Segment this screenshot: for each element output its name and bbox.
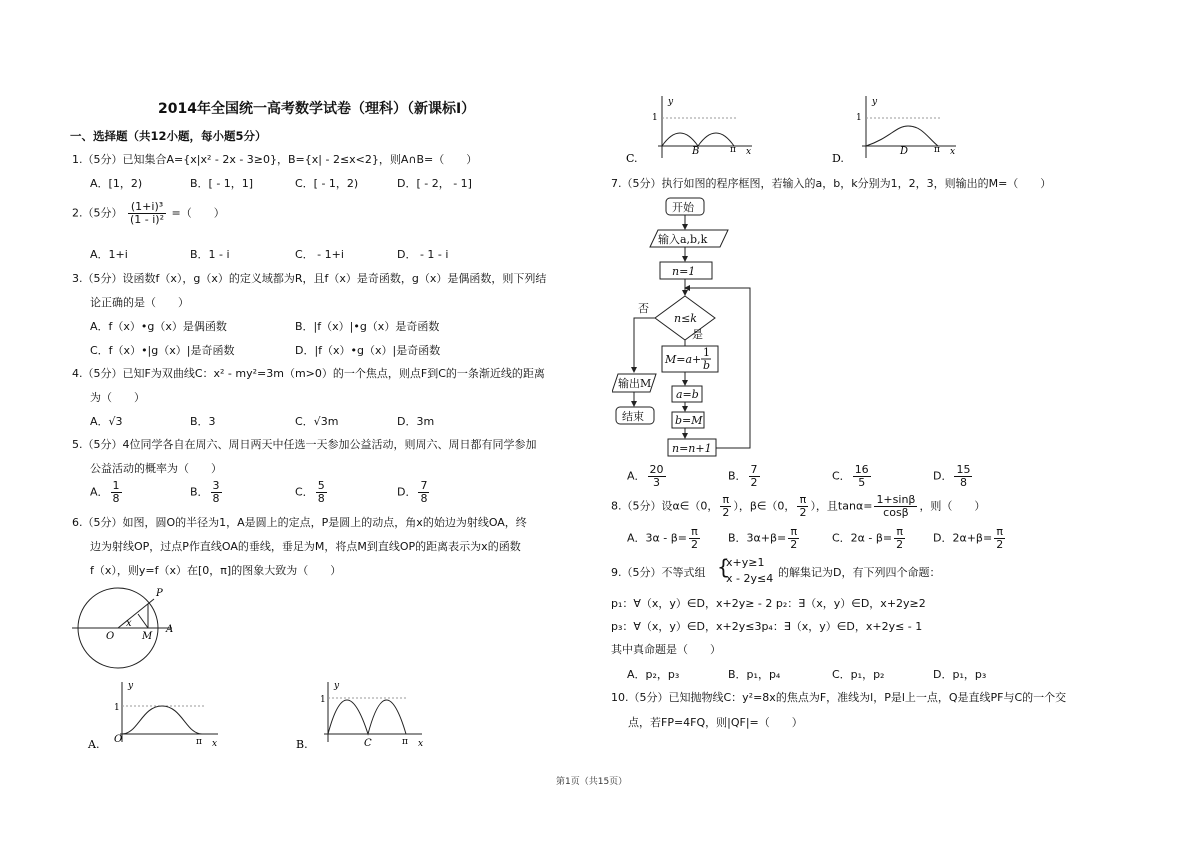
q9-option-b: B．p₁，p₄ — [728, 668, 781, 681]
graph-a-x-label: x — [212, 739, 218, 749]
flow-assign-m-num: 1 — [703, 346, 710, 359]
q8-option-d — [933, 526, 1007, 551]
q5-a-num: 1 — [112, 479, 120, 492]
section-heading: 一、选择题（共12小题，每小题5分） — [70, 129, 267, 143]
q5-a-den: 8 — [112, 492, 120, 505]
graph-a-label: A. — [88, 738, 100, 750]
q4-option-c: C．√3m — [295, 415, 339, 428]
q8-a-pi: π — [689, 526, 700, 539]
q8-option-b — [728, 526, 801, 551]
q8-part-4: ，则（ ） — [919, 499, 986, 513]
page-title: 2014年全国统一高考数学试卷（理科）（新课标Ⅰ） — [158, 101, 476, 117]
question-8 — [611, 494, 985, 519]
q7-d-den: 8 — [959, 476, 967, 489]
graph-c-mark-label: B — [692, 146, 700, 157]
q7-c-label: C． — [832, 469, 851, 483]
q8-b-text: B．3α+β= — [728, 531, 787, 545]
q9-true-question: 其中真命题是（ ） — [611, 643, 721, 656]
graph-a-origin-label: O — [114, 734, 123, 745]
q1-option-b: B．[ - 1，1] — [190, 177, 254, 190]
q3-option-a: A．f（x）•g（x）是偶函数 — [90, 320, 227, 333]
graph-b-tick-1: 1 — [320, 695, 326, 705]
label-a: A — [166, 624, 174, 635]
q8-pi-1: π — [720, 494, 731, 507]
q2-option-c: C． - 1+i — [295, 248, 344, 261]
q7-c-num: 16 — [854, 463, 869, 476]
flow-input-text: 输入a,b,k — [658, 233, 708, 246]
graph-c-x-label: x — [746, 147, 752, 157]
flow-end-text: 结束 — [622, 410, 644, 423]
q5-d-den: 8 — [420, 492, 428, 505]
q2-denominator: (1 - i)² — [130, 213, 165, 226]
q7-b-label: B． — [728, 469, 747, 483]
graph-d-tick-1: 1 — [856, 113, 862, 123]
flow-start-text: 开始 — [672, 201, 694, 214]
graph-b-x-label: x — [418, 739, 424, 749]
q5-c-label: C． — [295, 485, 314, 499]
question-5-line-1: 5.（5分）4位同学各自在周六、周日两天中任选一天参加公益活动，则周六、周日都有同学参加 — [72, 438, 537, 451]
q9-brace-icon: { — [717, 555, 730, 579]
q7-option-c — [832, 464, 873, 489]
q2-option-a: A．1+i — [90, 248, 128, 261]
label-p: P — [156, 588, 163, 599]
q1-option-a: A．[1，2) — [90, 177, 143, 190]
graph-a-tick-1: 1 — [114, 703, 120, 713]
label-m: M — [142, 631, 153, 642]
question-6-line-2: 边为射线OP，过点P作直线OA的垂线，垂足为M，将点M到直线OP的距离表示为x的函数 — [90, 540, 521, 553]
graph-b-y-label: y — [334, 681, 340, 691]
page-footer: 第1页（共15页） — [556, 777, 628, 787]
q8-a-two: 2 — [690, 538, 698, 551]
q9-propositions-1-2: p₁：∀（x，y）∈D，x+2y≥ - 2 p₂：∃（x，y）∈D，x+2y≥2 — [611, 597, 926, 610]
q9-suffix: 的解集记为D，有下列四个命题： — [778, 566, 941, 579]
q5-d-label: D． — [397, 485, 417, 499]
q8-part-1: 8.（5分）设α∈（0， — [611, 499, 719, 513]
op-ray — [118, 599, 154, 628]
q5-option-c — [295, 480, 329, 505]
q8-c-two: 2 — [896, 538, 904, 551]
q9-prefix: 9.（5分）不等式组 — [611, 566, 706, 579]
question-1: 1.（5分）已知集合A={x|x² - 2x - 3≥0}，B={x| - 2≤x<2}，则A∩B=（ ） — [72, 153, 478, 166]
flow-no-arrow — [634, 318, 655, 372]
q9-propositions-3-4: p₃：∀（x，y）∈D，x+2y≤3p₄：∃（x，y）∈D，x+2y≤ - 1 — [611, 620, 923, 633]
q5-c-num: 5 — [317, 479, 325, 492]
q4-option-d: D．3m — [397, 415, 435, 428]
q8-part-2: ），β∈（0， — [733, 499, 796, 513]
q8-tan-num: 1+sinβ — [876, 493, 916, 506]
q7-d-label: D． — [933, 469, 953, 483]
graph-c-tick-1: 1 — [652, 113, 658, 123]
q7-flowchart — [612, 192, 762, 464]
q2-fraction — [128, 201, 166, 226]
flow-assign-m-prefix: M=a+ — [665, 353, 702, 366]
flow-init-text: n=1 — [672, 265, 696, 278]
q9-system-1: x+y≥1 — [726, 556, 765, 569]
flow-no-label: 否 — [638, 302, 649, 315]
q7-option-b — [728, 464, 762, 489]
q8-part-3: ），且tanα= — [810, 499, 873, 513]
q8-tan-den: cosβ — [883, 506, 909, 519]
graph-c-y-label: y — [668, 97, 674, 107]
flow-decision-text: n≤k — [674, 312, 697, 325]
q8-two-2: 2 — [799, 506, 807, 519]
q3-option-d: D．|f（x）•g（x）|是奇函数 — [295, 344, 441, 357]
q6-graph-d — [830, 94, 990, 166]
q5-d-num: 7 — [420, 479, 428, 492]
flow-output-text: 输出M — [618, 377, 652, 390]
q8-b-two: 2 — [790, 538, 798, 551]
q8-a-text: A．3α - β= — [627, 531, 687, 545]
q8-d-pi: π — [994, 526, 1005, 539]
q7-option-a — [627, 464, 668, 489]
question-6-line-1: 6.（5分）如图，圆O的半径为1，A是圆上的定点，P是圆上的动点，角x的始边为射线OA，终 — [72, 516, 527, 529]
graph-b-label: B. — [296, 738, 308, 750]
q6-circle-figure — [70, 586, 180, 670]
q7-c-den: 5 — [858, 476, 866, 489]
q7-b-num: 7 — [750, 463, 758, 476]
q8-two-1: 2 — [722, 506, 730, 519]
question-3-line-1: 3.（5分）设函数f（x），g（x）的定义域都为R，且f（x）是奇函数，g（x）是偶函数，则下列结 — [72, 272, 547, 285]
graph-a-y-label: y — [128, 681, 134, 691]
q9-option-a: A．p₂，p₃ — [627, 668, 680, 681]
q8-option-c — [832, 526, 907, 551]
q8-pi-2: π — [797, 494, 808, 507]
q7-a-num: 20 — [649, 463, 664, 476]
q7-d-num: 15 — [956, 463, 971, 476]
q3-option-c: C．f（x）•|g（x）|是奇函数 — [90, 344, 235, 357]
q9-system-2: x - 2y≤4 — [726, 572, 774, 585]
q8-d-two: 2 — [996, 538, 1004, 551]
flow-assign-b-text: b=M — [675, 414, 703, 427]
graph-d-mark-label: D — [900, 146, 909, 157]
question-2 — [72, 201, 225, 226]
q5-b-num: 3 — [212, 479, 220, 492]
q5-option-a — [90, 480, 124, 505]
graph-d-tick-pi: π — [934, 145, 940, 155]
q5-c-den: 8 — [317, 492, 325, 505]
q4-option-a: A．√3 — [90, 415, 123, 428]
question-7: 7.（5分）执行如图的程序框图，若输入的a，b，k分别为1，2，3，则输出的M=（ ） — [611, 177, 1052, 190]
q8-c-text: C．2α - β= — [832, 531, 893, 545]
graph-b-mark-label: C — [364, 738, 372, 749]
graph-c-curve — [662, 133, 734, 146]
question-10-line-2: 点，若FP=4FQ，则|QF|=（ ） — [628, 716, 803, 729]
graph-d-x-label: x — [950, 147, 956, 157]
q5-option-b — [190, 480, 224, 505]
question-6-line-3: f（x），则y=f（x）在[0，π]的图象大致为（ ） — [90, 564, 342, 577]
question-3-line-2: 论正确的是（ ） — [90, 296, 189, 309]
graph-a-curve — [122, 706, 202, 734]
q9-option-c: C．p₁，p₂ — [832, 668, 885, 681]
graph-b-tick-pi: π — [402, 737, 408, 747]
q1-option-d: D．[ - 2， - 1] — [397, 177, 472, 190]
graph-d-y-label: y — [872, 97, 878, 107]
q2-option-b: B．1 - i — [190, 248, 230, 261]
q9-option-d: D．p₁，p₃ — [933, 668, 987, 681]
question-4-line-2: 为（ ） — [90, 391, 145, 404]
q8-option-a — [627, 526, 702, 551]
q2-numerator: (1+i)³ — [128, 201, 166, 214]
graph-c-label: C. — [626, 152, 638, 165]
q5-b-den: 8 — [212, 492, 220, 505]
q6-graph-a — [86, 676, 236, 750]
q3-option-b: B．|f（x）|•g（x）是奇函数 — [295, 320, 440, 333]
graph-d-label: D. — [832, 152, 844, 165]
graph-b-curve — [328, 700, 406, 734]
flow-assign-m-den: b — [703, 359, 711, 372]
q7-a-label: A． — [627, 469, 646, 483]
q8-d-text: D．2α+β= — [933, 531, 993, 545]
question-4-line-1: 4.（5分）已知F为双曲线C：x² - my²=3m（m>0）的一个焦点，则点F到C的一条渐近线的距离 — [72, 367, 545, 380]
q2-suffix: =（ ） — [171, 206, 225, 220]
label-o: O — [106, 631, 115, 642]
q5-b-label: B． — [190, 485, 209, 499]
graph-d-curve — [866, 126, 938, 146]
q2-option-d: D． - 1 - i — [397, 248, 449, 261]
q8-b-pi: π — [788, 526, 799, 539]
q4-option-b: B．3 — [190, 415, 216, 428]
q5-a-label: A． — [90, 485, 109, 499]
m-to-op-distance — [138, 614, 148, 628]
q6-graph-b — [294, 676, 444, 750]
graph-c-tick-pi: π — [730, 145, 736, 155]
question-5-line-2: 公益活动的概率为（ ） — [90, 462, 222, 475]
q7-a-den: 3 — [653, 476, 661, 489]
q6-graph-c — [624, 94, 784, 166]
q7-option-d — [933, 464, 974, 489]
q1-option-c: C．[ - 1，2) — [295, 177, 359, 190]
q8-c-pi: π — [894, 526, 905, 539]
question-10-line-1: 10.（5分）已知抛物线C：y²=8x的焦点为F，准线为l，P是l上一点，Q是直线PF与C的一个交 — [611, 691, 1067, 704]
q7-b-den: 2 — [750, 476, 758, 489]
graph-a-tick-pi: π — [196, 737, 202, 747]
q2-prefix: 2.（5分） — [72, 206, 123, 220]
flow-inc-text: n=n+1 — [672, 442, 712, 455]
label-angle-x: x — [126, 618, 132, 629]
flow-assign-a-text: a=b — [676, 388, 699, 401]
q5-option-d — [397, 480, 431, 505]
flow-yes-label: 是 — [692, 328, 703, 341]
